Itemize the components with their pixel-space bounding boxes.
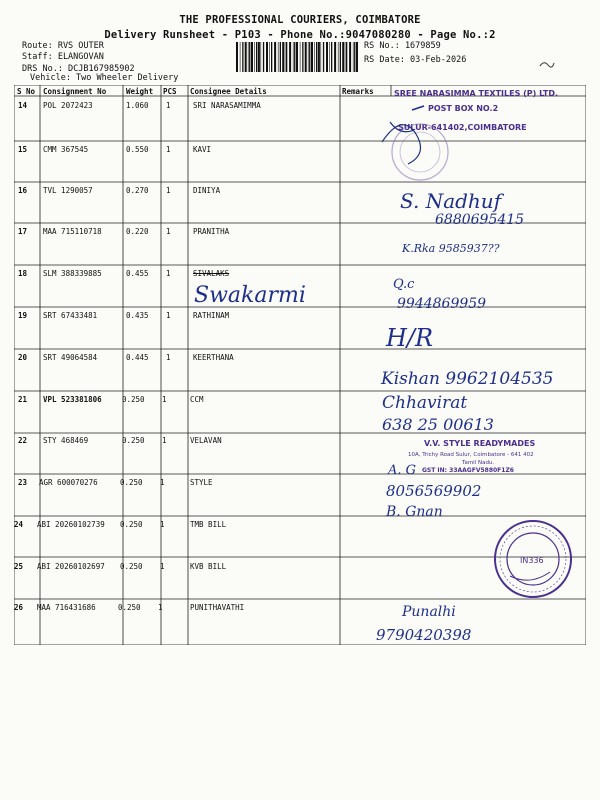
- row-consignment: SLM 388339885: [43, 269, 102, 278]
- row-weight: 0.455: [126, 269, 149, 278]
- rs-info: [364, 41, 466, 66]
- row-consignment: POL 2072423: [43, 101, 93, 110]
- row-pcs: 1: [166, 186, 171, 195]
- barcode-icon: [236, 42, 359, 72]
- row-pcs: 1: [166, 353, 171, 362]
- row-sno: 20: [18, 353, 28, 362]
- row-weight: 0.250: [122, 436, 145, 445]
- row-weight: 0.250: [120, 478, 143, 487]
- hw-sign: Punalhi: [402, 604, 456, 620]
- row-consignee: STYLE: [190, 478, 213, 487]
- row-consignee: CCM: [190, 395, 204, 404]
- row-consignment: ABI 20260102697: [37, 562, 105, 571]
- hw-phone: 8056569902: [386, 482, 482, 500]
- col-header-remarks: Remarks: [342, 87, 374, 96]
- row-consignee: PUNITHAVATHI: [190, 603, 245, 612]
- row-weight: 0.550: [126, 145, 149, 154]
- handwritten-signature-16-17: [380, 178, 580, 262]
- row-pcs: 1: [162, 395, 167, 404]
- row-consignee: DINIYA: [193, 186, 221, 195]
- hw-sign: Q.c: [393, 277, 415, 292]
- route: Route: RVS OUTER: [22, 41, 104, 51]
- handwritten-signature-18: [385, 268, 585, 312]
- vehicle: Vehicle: Two Wheeler Delivery: [30, 73, 179, 83]
- row-consignment: CMM 367545: [43, 145, 89, 154]
- stamp-line: SREE NARASIMMA TEXTILES (P) LTD.: [394, 89, 559, 98]
- row-consignee: KVB BILL: [190, 562, 227, 571]
- stamp-line: POST BOX NO.2: [428, 104, 499, 113]
- row-sno: 14: [18, 101, 28, 110]
- hw-sign: B. Gnan: [386, 504, 443, 520]
- row-weight: 0.250: [120, 520, 143, 529]
- row-sno: 17: [18, 227, 28, 236]
- row-consignee: PRANITHA: [193, 227, 230, 236]
- row-consignment: SRT 67433481: [43, 311, 98, 320]
- page-title: THE PROFESSIONAL COURIERS, COIMBATORE: [179, 14, 421, 26]
- stamp-line: 10A, Trichy Road Sulur, Coimbatore - 641 402: [408, 452, 534, 458]
- hw-phone: K.Rka 9585937??: [402, 242, 500, 255]
- row-sno: 15: [18, 145, 28, 154]
- row-sno: 18: [18, 269, 28, 278]
- hw-sign: Chhavirat: [382, 393, 468, 413]
- row-consignment: ABI 20260102739: [37, 520, 105, 529]
- rs-number: RS No.: 1679859: [364, 41, 441, 51]
- stamp-line: GST IN: 33AAGFV5880F1Z6: [422, 467, 514, 474]
- hw-phone: 6880695415: [435, 212, 525, 228]
- row-consignee: VELAVAN: [190, 436, 222, 445]
- row-pcs: 1: [158, 603, 163, 612]
- col-header-sno: S No: [17, 87, 36, 96]
- row-consignment: VPL 523381806: [43, 395, 102, 404]
- row-weight: 0.220: [126, 227, 149, 236]
- stamp-line: V.V. STYLE READYMADES: [424, 439, 536, 448]
- col-header-pcs: PCS: [163, 87, 177, 96]
- scribble-mark-icon: [538, 58, 556, 70]
- row-pcs: 1: [160, 562, 165, 571]
- row-sno: 26: [14, 603, 24, 612]
- hw-sign: A. G: [388, 463, 417, 478]
- row-consignee: TMB BILL: [190, 520, 227, 529]
- staff: Staff: ELANGOVAN: [22, 52, 104, 62]
- row-consignment: AGR 600070276: [39, 478, 98, 487]
- row-pcs: 1: [166, 269, 171, 278]
- route-info: [22, 41, 135, 75]
- handwritten-hr-19: [380, 316, 460, 354]
- row-weight: 0.270: [126, 186, 149, 195]
- row-consignment: STY 468469: [43, 436, 89, 445]
- row-sno: 16: [18, 186, 28, 195]
- page-subtitle: Delivery Runsheet - P103 - Phone No.:9047080280 - Page No.:2: [104, 29, 496, 41]
- handwritten-signature-26: [372, 596, 572, 646]
- row-consignee: KEERTHANA: [193, 353, 234, 362]
- row-sno: 19: [18, 311, 28, 320]
- company-stamp-textiles: [372, 82, 572, 182]
- row-weight: 1.060: [126, 101, 149, 110]
- handwritten-signature-23: [380, 456, 560, 520]
- bank-round-stamp: [490, 516, 576, 602]
- handwritten-name-18: [190, 278, 350, 308]
- row-consignment: MAA 715110718: [43, 227, 102, 236]
- row-consignee: SIVALAKS: [193, 269, 230, 278]
- row-sno: 23: [18, 478, 28, 487]
- row-sno: 22: [18, 436, 28, 445]
- hw-phone: 9944869959: [397, 296, 487, 312]
- row-sno: 24: [14, 520, 24, 529]
- row-pcs: 1: [162, 436, 167, 445]
- row-weight: 0.445: [126, 353, 149, 362]
- hw-phone: 9790420398: [376, 626, 472, 644]
- row-weight: 0.435: [126, 311, 149, 320]
- row-weight: 0.250: [122, 395, 145, 404]
- hw-sign: Kishan 9962104535: [381, 369, 554, 389]
- row-sno: 21: [18, 395, 28, 404]
- hw-name: Swakarmi: [194, 283, 306, 308]
- col-header-weight: Weight: [126, 87, 154, 96]
- row-pcs: 1: [166, 145, 171, 154]
- row-pcs: 1: [166, 227, 171, 236]
- row-consignee: SRI NARASAMIMMA: [193, 101, 261, 110]
- row-weight: 0.250: [120, 562, 143, 571]
- row-pcs: 1: [160, 478, 165, 487]
- row-consignee: KAVI: [193, 145, 212, 154]
- row-pcs: 1: [160, 520, 165, 529]
- stamp-code: IN336: [520, 556, 544, 565]
- stamp-line: SULUR-641402,COIMBATORE: [398, 123, 527, 132]
- drs-number: DRS No.: DCJB167985902: [22, 64, 135, 74]
- rs-date: RS Date: 03-Feb-2026: [364, 55, 467, 65]
- hw-sign: H/R: [386, 324, 434, 352]
- row-pcs: 1: [166, 101, 171, 110]
- col-header-consignee: Consignee Details: [190, 87, 267, 96]
- col-header-consignment: Consignment No: [43, 87, 107, 96]
- row-consignment: TVL 1290057: [43, 186, 93, 195]
- row-sno: 25: [14, 562, 24, 571]
- row-pcs: 1: [166, 311, 171, 320]
- handwritten-signature-21: [378, 388, 578, 434]
- stamp-line: Tamil Nadu.: [462, 460, 495, 466]
- hw-name: S. Nadhuf: [400, 189, 502, 213]
- row-consignment: MAA 716431686: [37, 603, 96, 612]
- row-weight: 0.250: [118, 603, 141, 612]
- row-consignment: SRT 49064584: [43, 353, 98, 362]
- hw-phone: 638 25 00613: [382, 415, 494, 434]
- row-consignee: RATHINAM: [193, 311, 230, 320]
